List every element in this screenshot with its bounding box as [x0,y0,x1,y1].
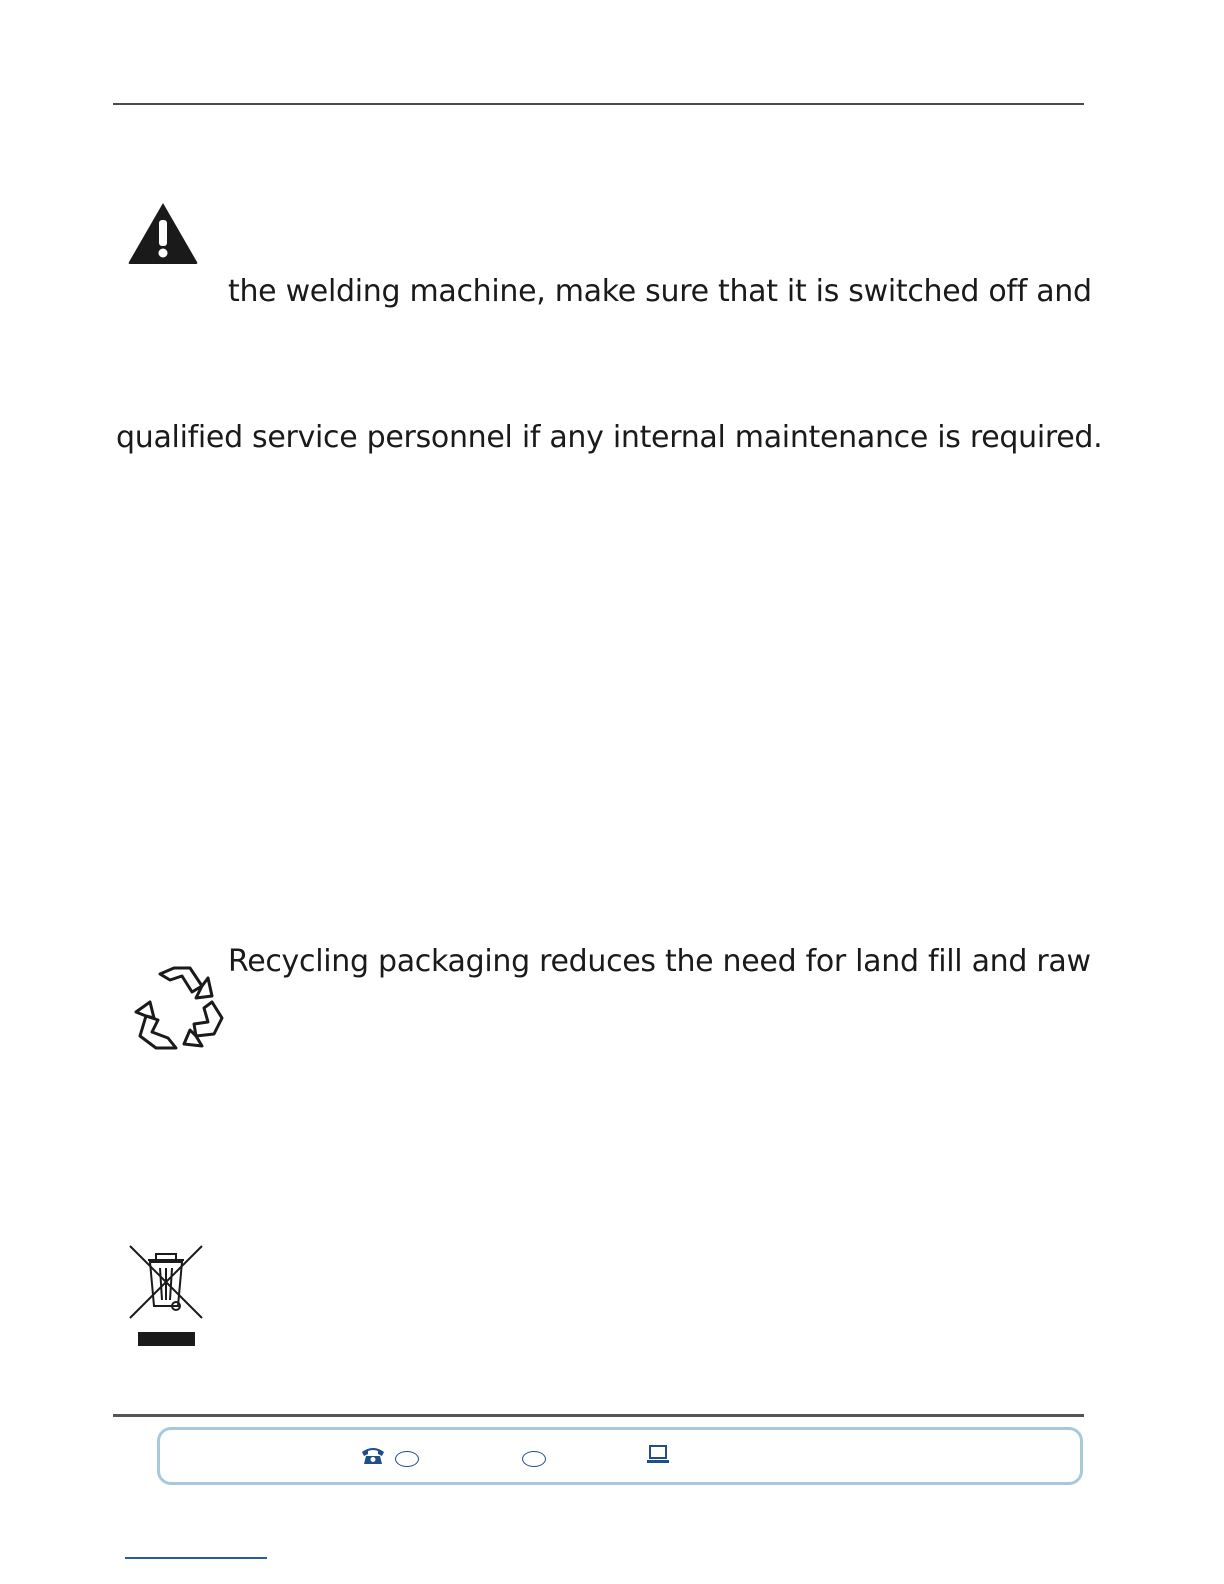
recycle-icon [116,952,236,1070]
oval-marker [395,1451,419,1467]
body-text-line: Recycling packaging reduces the need for land fill and raw [228,944,1091,979]
footer-rule [113,1414,1084,1417]
laptop-icon [646,1444,670,1466]
phone-icon [360,1444,386,1466]
body-text-line: the welding machine, make sure that it is switched off and [228,274,1092,309]
header-rule [113,103,1084,105]
body-text-line: qualified service personnel if any internal maintenance is required. [116,420,1103,455]
contact-info-box [157,1427,1083,1485]
footer-link-underline[interactable] [125,1557,267,1559]
warning-triangle-icon [126,200,200,266]
crossed-out-bin-icon [126,1244,206,1350]
oval-marker [522,1451,546,1467]
